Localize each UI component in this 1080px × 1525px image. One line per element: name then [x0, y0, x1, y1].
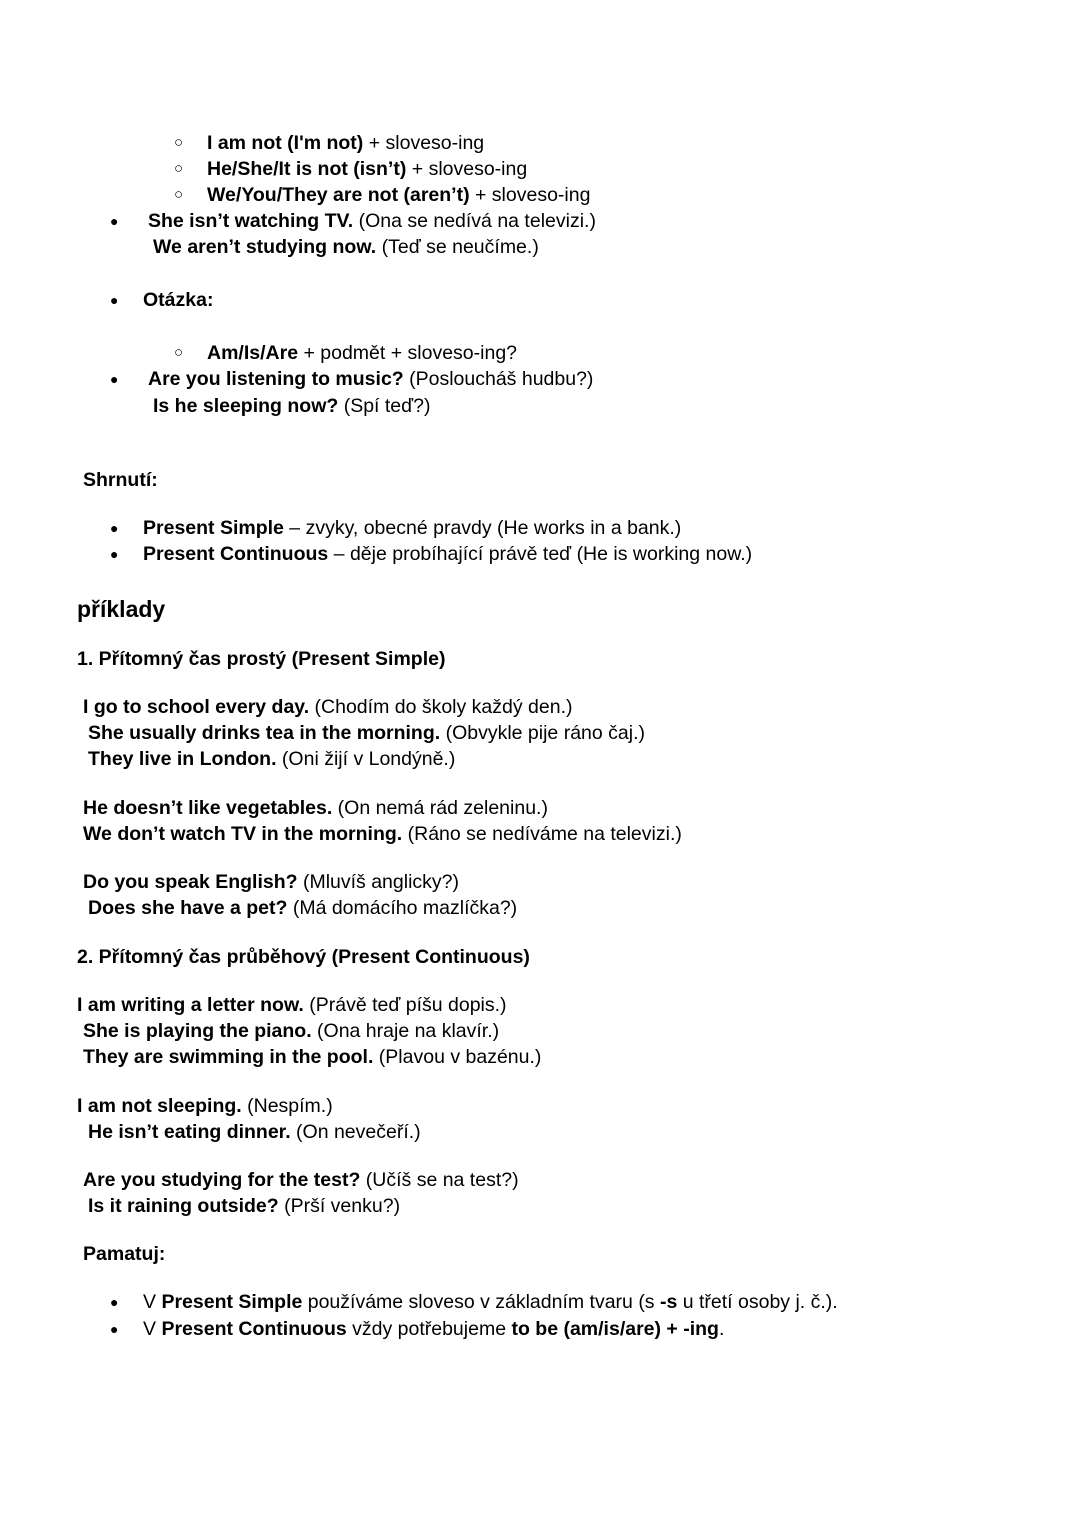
example-line: Are you listening to music? (Posloucháš hudbu?) [148, 368, 594, 390]
bullet-icon: ● [110, 292, 119, 308]
example-line: He isn’t eating dinner. (On nevečeří.) [88, 1121, 421, 1143]
example-line: Are you studying for the test? (Učíš se na test?) [83, 1169, 519, 1191]
hollow-bullet-icon: ○ [174, 134, 184, 151]
bullet-icon: ● [110, 546, 119, 562]
negative-form-line: I am not (I'm not) + sloveso-ing [207, 132, 485, 154]
bullet-icon: ● [110, 213, 119, 229]
question-form-line: Am/Is/Are + podmět + sloveso-ing? [207, 342, 518, 364]
example-line: Do you speak English? (Mluvíš anglicky?) [83, 871, 460, 893]
summary-item: Present Simple – zvyky, obecné pravdy (He works in a bank.) [143, 517, 682, 539]
example-line: He doesn’t like vegetables. (On nemá rád zeleninu.) [83, 797, 548, 819]
hollow-bullet-icon: ○ [174, 344, 184, 361]
example-line: They live in London. (Oni žijí v Londýně.) [88, 748, 456, 770]
example-line: Does she have a pet? (Má domácího mazlíčka?) [88, 897, 518, 919]
example-line: Is it raining outside? (Prší venku?) [88, 1195, 401, 1217]
example-line: She usually drinks tea in the morning. (Obvykle pije ráno čaj.) [88, 722, 645, 744]
example-line: We don’t watch TV in the morning. (Ráno se nedíváme na televizi.) [83, 823, 682, 845]
examples-heading: příklady [77, 596, 166, 622]
summary-label: Shrnutí: [83, 469, 158, 491]
remember-item: V Present Simple používáme sloveso v základním tvaru (s -s u třetí osoby j. č.). [143, 1291, 838, 1313]
bullet-icon: ● [110, 371, 119, 387]
bullet-icon: ● [110, 1321, 119, 1337]
present-simple-heading: 1. Přítomný čas prostý (Present Simple) [77, 648, 446, 670]
example-line: I am not sleeping. (Nespím.) [77, 1095, 333, 1117]
example-line: We aren’t studying now. (Teď se neučíme.) [153, 236, 539, 258]
hollow-bullet-icon: ○ [174, 186, 184, 203]
question-label: Otázka: [143, 289, 214, 311]
example-line: I go to school every day. (Chodím do školy každý den.) [83, 696, 573, 718]
hollow-bullet-icon: ○ [174, 160, 184, 177]
example-line: She isn’t watching TV. (Ona se nedívá na televizi.) [148, 210, 596, 232]
present-continuous-heading: 2. Přítomný čas průběhový (Present Continuous) [77, 946, 530, 968]
example-line: They are swimming in the pool. (Plavou v bazénu.) [83, 1046, 542, 1068]
example-line: She is playing the piano. (Ona hraje na klavír.) [83, 1020, 500, 1042]
remember-item: V Present Continuous vždy potřebujeme to be (am/is/are) + -ing. [143, 1318, 725, 1340]
example-line: I am writing a letter now. (Právě teď píšu dopis.) [77, 994, 507, 1016]
negative-form-line: He/She/It is not (isn’t) + sloveso-ing [207, 158, 528, 180]
bullet-icon: ● [110, 1294, 119, 1310]
summary-item: Present Continuous – děje probíhající právě teď (He is working now.) [143, 543, 753, 565]
bullet-icon: ● [110, 520, 119, 536]
negative-form-line: We/You/They are not (aren’t) + sloveso-ing [207, 184, 591, 206]
example-line: Is he sleeping now? (Spí teď?) [153, 395, 431, 417]
remember-label: Pamatuj: [83, 1243, 166, 1265]
